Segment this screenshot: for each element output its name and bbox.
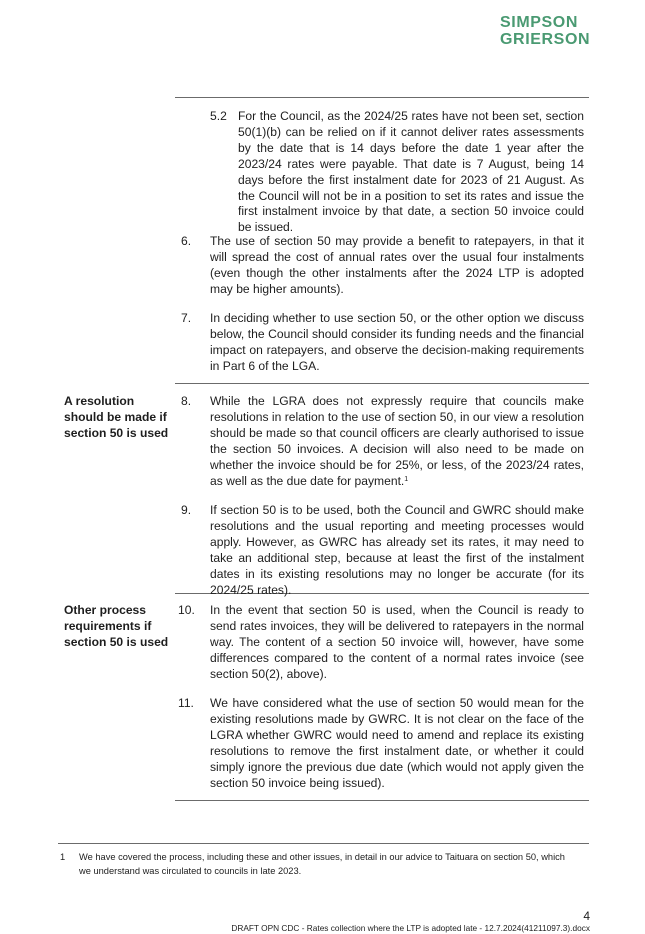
paragraph-number: 7. [181, 311, 192, 325]
footnote-line-2: we understand was circulated to councils in late 2023. [79, 866, 302, 876]
logo-line-1: SIMPSON [500, 14, 578, 31]
paragraph-number: 5.2 [210, 109, 227, 123]
paragraph-number: 10. [178, 603, 195, 617]
paragraph-8 [210, 394, 584, 489]
paragraph-10: In the event that section 50 is used, when the Council is ready to send rates invoices, they will be delivered to ratepayers in the normal way. The content of a section 50 invoice will, however, have some differences compared to the content of a normal rates invoice (see section 50(2), above). [210, 603, 584, 681]
footnote-number: 1 [60, 852, 66, 862]
section-divider [175, 383, 589, 384]
paragraph-number: 11. [178, 696, 194, 710]
footnote-line-1: We have covered the process, including these and other issues, in detail in our advice to Taituara on section 50, which [79, 852, 565, 862]
footnote-separator [58, 843, 589, 844]
paragraph-number: 6. [181, 234, 192, 248]
paragraph-11: We have considered what the use of section 50 would mean for the existing resolutions made by GWRC. It is not clear on the face of the LGRA whether GWRC would need to amend and replace its existing resolutions to remove the first instalment date, or whether it could simply ignore the previous due date (which would not apply given the section 50 invoice being issued). [210, 696, 584, 790]
side-heading: A resolution should be made if section 50 is used [64, 394, 169, 440]
paragraph-number: 8. [181, 394, 192, 408]
paragraph-8-text: While the LGRA does not expressly require that councils make resolutions in relation to the use of section 50, in our view a resolution should be made so that council officers are clearly authorised to issue the section 50 invoices. A decision will also need to be made on whether the invoice should be for 25%, or less, of the 2023/24 rates, as well as the due date for payment. [210, 394, 584, 488]
paragraph-6: The use of section 50 may provide a benefit to ratepayers, in that it will spread the cost of annual rates over the usual four instalments (even though the other instalments after the 2024 LTP is adopted may be higher amounts). [210, 234, 584, 296]
paragraph-9: If section 50 is to be used, both the Council and GWRC should make resolutions and the usual reporting and meeting processes would apply. However, as GWRC has already set its rates, it may need to take an additional step, because at least the first of the instalment dates in its existing resolutions may no longer be accurate (for its 2024/25 rates). [210, 503, 584, 597]
page-number: 4 [583, 909, 590, 923]
simpson-grierson-logo [500, 14, 596, 48]
logo-line-2: GRIERSON [500, 31, 591, 48]
document-reference: DRAFT OPN CDC - Rates collection where the LTP is adopted late - 12.7.2024(41211097.3).docx [231, 923, 590, 933]
paragraph-number: 9. [181, 503, 192, 517]
side-heading: Other process requirements if section 50 is used [64, 603, 169, 649]
section-divider [175, 97, 589, 98]
section-divider [175, 800, 589, 801]
footnote-reference[interactable]: 1 [404, 475, 409, 483]
paragraph-7: In deciding whether to use section 50, or the other option we discuss below, the Council should consider its funding needs and the financial impact on ratepayers, and observe the decision-making requirements in Part 6 of the LGA. [210, 311, 584, 373]
paragraph-5-2: For the Council, as the 2024/25 rates have not been set, section 50(1)(b) can be relied on if it cannot deliver rates assessments by the date that is 14 days before the date 1 year after the 2023/24 rates were payable. That date is 7 August, being 14 days before the first instalment date for 2023 of 21 August. As the Council will not be in a position to set its rates and issue the first instalment invoice by that date, a section 50 invoice could be issued. [238, 109, 584, 235]
